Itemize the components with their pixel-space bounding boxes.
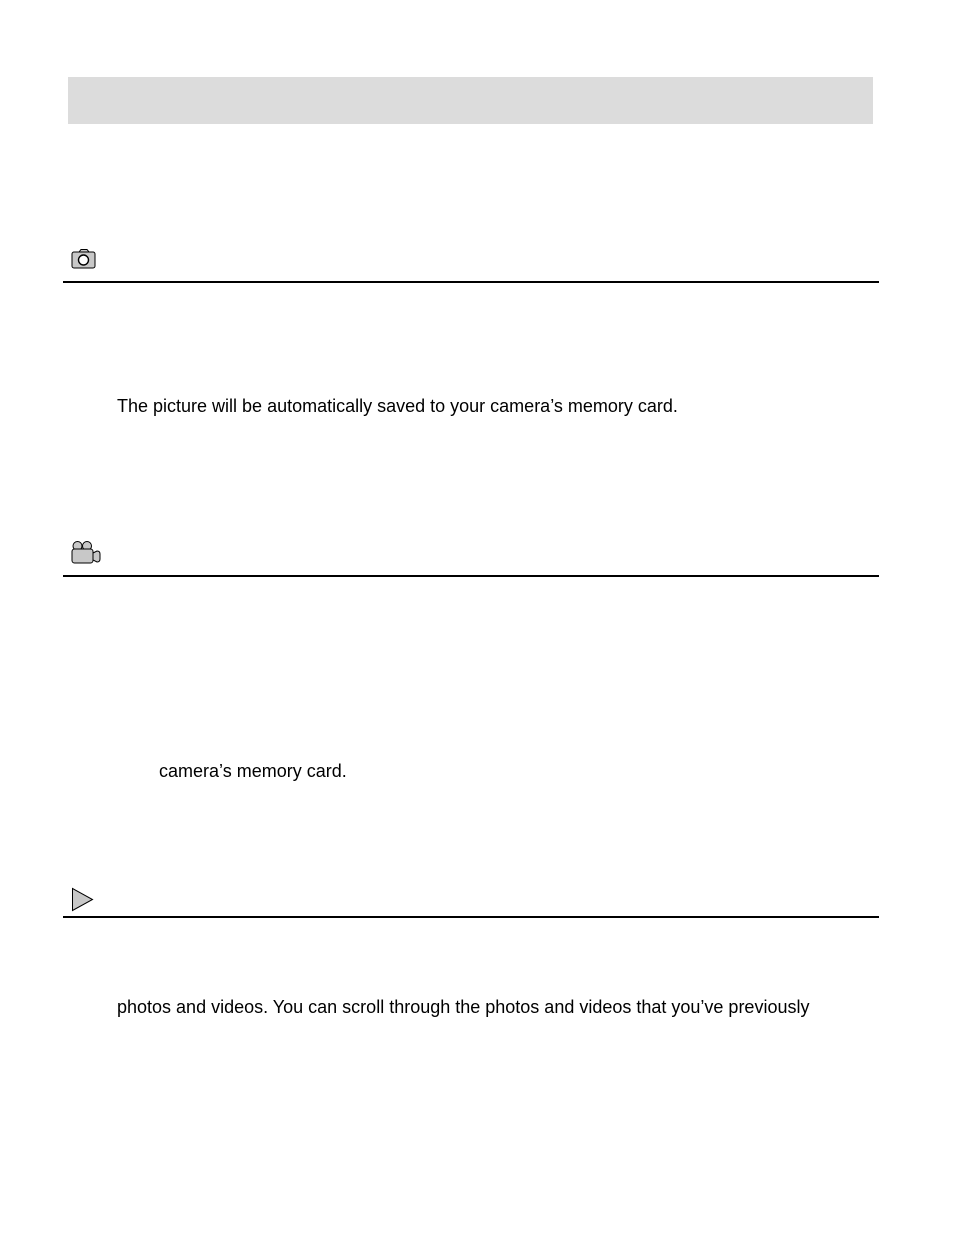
section-divider-playback bbox=[63, 916, 879, 918]
play-icon bbox=[71, 887, 95, 913]
video-save-text: camera’s memory card. bbox=[159, 761, 347, 781]
playback-description-text: photos and videos. You can scroll through the photos and videos that you’ve previously bbox=[117, 997, 810, 1017]
header-bar bbox=[68, 77, 873, 124]
video-camera-icon bbox=[70, 540, 102, 565]
section-divider-photo bbox=[63, 281, 879, 283]
camera-icon bbox=[71, 248, 97, 270]
section-divider-video bbox=[63, 575, 879, 577]
photo-save-text: The picture will be automatically saved to your camera’s memory card. bbox=[117, 396, 678, 416]
